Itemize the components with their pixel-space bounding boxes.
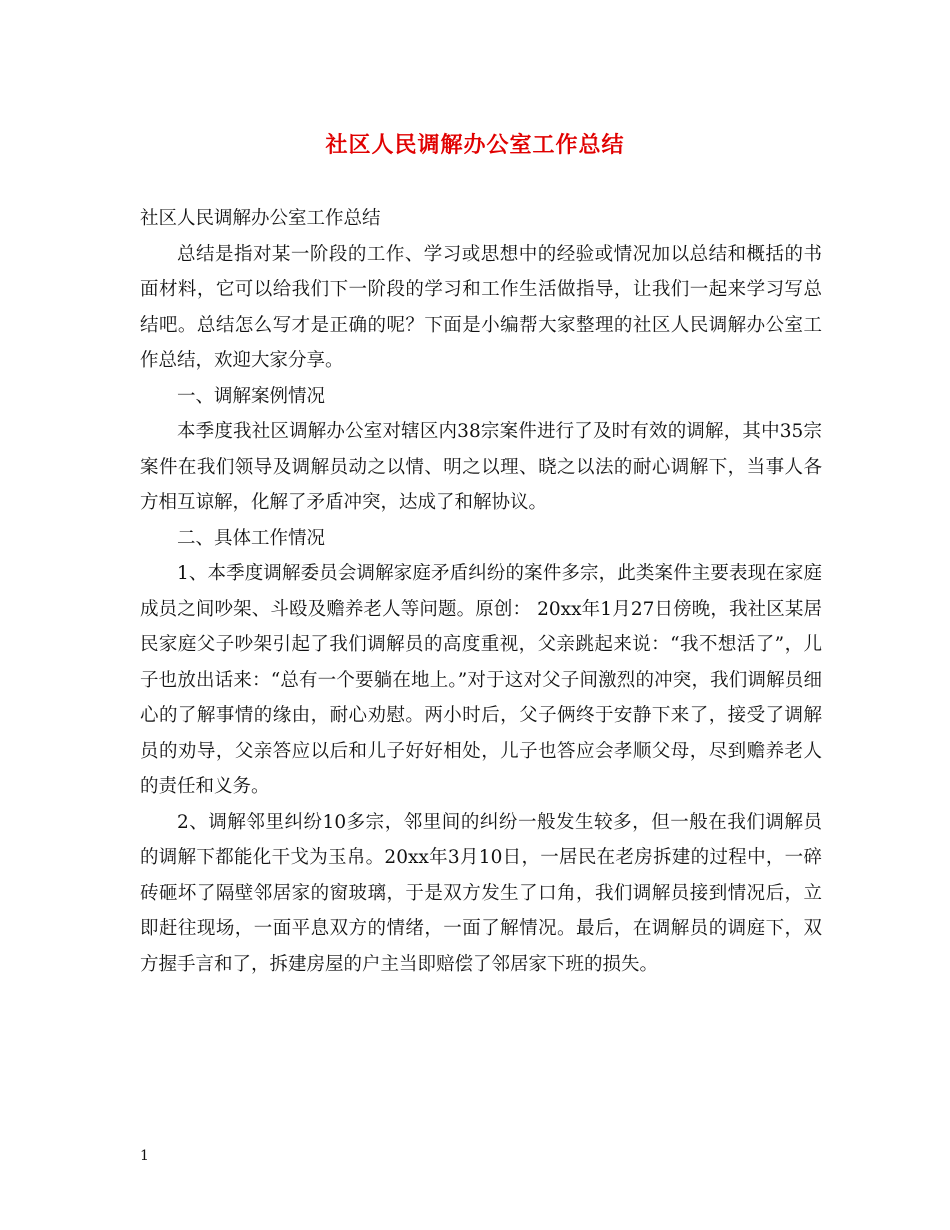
family-dispute-paragraph: 1、本季度调解委员会调解家庭矛盾纠纷的案件多宗，此类案件主要表现在家庭成员之间吵架、斗殴及赡养老人等问题。原创： 20xx年1月27日傍晚，我社区某居民家庭父子吵架引起了我们调解员的高度重视，父亲跳起来说：“我不想活了”，儿子也放出话来：“总有一个要躺在地上。”对于这对父子间激烈的冲突，我们调解员细心的了解事情的缘由，耐心劝慰。两小时后，父子俩终于安静下来了，接受了调解员的劝导，父亲答应以后和儿子好好相处，儿子也答应会孝顺父母，尽到赡养老人的责任和义务。 (140, 563, 822, 797)
intro-paragraph: 总结是指对某一阶段的工作、学习或思想中的经验或情况加以总结和概括的书面材料，它可以给我们下一阶段的学习和工作生活做指导，让我们一起来学习写总结吧。总结怎么写才是正确的呢？下面是小编帮大家整理的社区人民调解办公室工作总结，欢迎大家分享。 (140, 243, 822, 371)
neighbor-dispute-paragraph: 2、调解邻里纠纷10多宗，邻里间的纠纷一般发生较多，但一般在我们调解员的调解下都能化干戈为玉帛。20xx年3月10日，一居民在老房拆建的过程中，一碎砖砸坏了隔壁邻居家的窗玻璃，于是双方发生了口角，我们调解员接到情况后，立即赶往现场，一面平息双方的情绪，一面了解情况。最后，在调解员的调庭下，双方握手言和了，拆建房屋的户主当即赔偿了邻居家下班的损失。 (140, 811, 822, 975)
document-title: 社区人民调解办公室工作总结 (325, 132, 625, 158)
section-heading-1: 一、调解案例情况 (177, 385, 326, 407)
subtitle-line: 社区人民调解办公室工作总结 (140, 208, 381, 229)
document-body (140, 201, 822, 982)
page-number: 1 (140, 1148, 149, 1164)
section-heading-2: 二、具体工作情况 (177, 527, 326, 549)
case-summary-paragraph: 本季度我社区调解办公室对辖区内38宗案件进行了及时有效的调解，其中35宗案件在我们领导及调解员动之以情、明之以理、晓之以法的耐心调解下，当事人各方相互谅解，化解了矛盾冲突，达成了和解协议。 (140, 421, 822, 513)
